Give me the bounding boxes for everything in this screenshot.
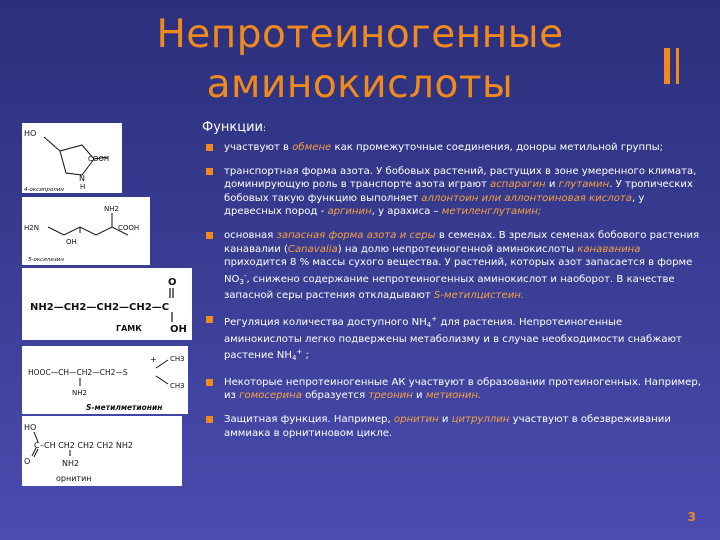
function-text: . У тропических бобовых такую функцию выполняет (224, 179, 693, 204)
smm-chain: HOOC—CH—CH2—CH2—S (28, 368, 128, 377)
hydroxylysine-cooh: COOH (118, 224, 140, 232)
function-text: образуется (301, 390, 369, 402)
hydroxylysine-diagram (22, 197, 150, 265)
functions-list (206, 141, 702, 450)
function-text: транспортная форма азота. У бобовых растений, растущих в зоне умеренного климата, доминирующую роль в транспорте азота играют (224, 165, 697, 191)
page-number: 3 (687, 510, 696, 524)
emphasized-term: орнитин (393, 413, 439, 425)
ornithine-nh2: NH2 (62, 459, 80, 468)
emphasized-term: треонин (368, 390, 413, 402)
smm-ch3-top: CH3 (170, 355, 185, 363)
ornithine-diagram (22, 416, 182, 486)
decorative-bar-thin (676, 48, 679, 84)
gaba-formula: NH2—CH2—CH2—CH2—C (30, 302, 170, 313)
structure-ornithine (22, 416, 182, 486)
function-text: для растения. Непротеиногенные аминокислоты легко подвержены метаболизму и в случае необходимости снабжают растение NH (224, 316, 682, 362)
emphasized-term: канаванина (577, 243, 641, 255)
hydroxylysine-oh: OH (66, 238, 77, 246)
gaba-caption: ГАМК (116, 324, 142, 333)
function-item (206, 413, 702, 440)
emphasized-term: аллонтоин или аллонтоиновая кислота (421, 192, 632, 204)
emphasized-term: аспарагин (490, 179, 546, 191)
emphasized-term: гомосерина (239, 390, 302, 402)
emphasized-term: цитруллин (451, 413, 510, 425)
ornithine-o: O (24, 457, 31, 466)
function-text: 3 (239, 277, 244, 286)
emphasized-term: запасная форма азота и серы (276, 229, 436, 241)
function-text: , у арахиса – (371, 206, 442, 218)
function-item (206, 165, 702, 219)
hydroxylysine-h2n: H2N (24, 224, 39, 232)
function-text: + (296, 348, 303, 357)
emphasized-term: глутамин (558, 179, 610, 191)
function-text: в семенах. В зрелых семенах бобового растения канавалии ( (224, 229, 700, 255)
smm-plus: + (150, 355, 157, 364)
function-text: ) на долю непротеиногенной аминокислоты (337, 243, 578, 255)
gaba-diagram (22, 268, 192, 340)
ornithine-caption: орнитин (56, 474, 92, 483)
function-item (206, 376, 702, 403)
gaba-o: O (168, 277, 177, 288)
function-text: Некоторые непротеиногенные АК участвуют в образовании протеиногенных. Например, из (224, 376, 701, 402)
ornithine-chain: –CH CH2 CH2 CH2 NH2 (40, 441, 133, 450)
hydroxylysine-nh2-top: NH2 (104, 205, 119, 213)
structure-hydroxyproline (22, 123, 122, 193)
structure-gaba (22, 268, 192, 340)
bullet-square-icon (206, 168, 213, 175)
structure-s-methylmethionine (22, 346, 188, 414)
bullet-square-icon (206, 416, 213, 423)
hydroxyproline-n: N (79, 174, 85, 183)
hydroxyproline-caption: 4-оксипролин (24, 187, 64, 193)
function-text: , у древесных пород - (224, 192, 645, 218)
function-item (206, 141, 702, 155)
gaba-oh: OH (170, 324, 187, 335)
smm-caption: S-метилметионин (86, 403, 163, 412)
emphasized-term: метионин. (425, 390, 482, 402)
function-text: Регуляция количества доступного NH (224, 316, 427, 328)
ornithine-c: C (34, 441, 40, 450)
hydroxyproline-diagram (22, 123, 122, 193)
emphasized-term: S-метилцистеин. (433, 290, 525, 302)
hydroxylysine-caption: 5-оксилизин (28, 257, 64, 263)
emphasized-term: обмене (292, 142, 332, 153)
function-text: приходится 8 % массы сухого вещества. У растений, которых азот запасается в форме NO (224, 257, 693, 285)
section-heading (202, 120, 266, 135)
bullet-square-icon (206, 232, 213, 239)
section-heading-colon: : (262, 124, 267, 134)
emphasized-term: Canavalia (287, 243, 338, 255)
function-text: , снижено содержание непротеиногенных аминокислот и наоборот. В качестве запасной серы растения откладывают (224, 273, 675, 302)
function-text: участвуют в (224, 142, 293, 153)
function-text: как промежуточные соединения, доноры метильной группы; (331, 142, 664, 153)
function-text: 4 (426, 320, 432, 329)
hydroxyproline-h: H (80, 183, 86, 191)
bullet-square-icon (206, 144, 213, 151)
title-line-1: Непротеиногенные (156, 12, 564, 57)
hydroxyproline-ho: HO (24, 129, 37, 138)
function-text: Защитная функция. Например, (224, 413, 394, 425)
ornithine-ho: HO (24, 423, 37, 432)
function-text: основная (224, 229, 277, 241)
hydroxyproline-cooh: COOH (88, 155, 110, 163)
title-line-2: аминокислоты (206, 62, 514, 107)
function-item (206, 313, 702, 366)
bullet-square-icon (206, 316, 213, 323)
smm-ch3-bottom: CH3 (170, 382, 185, 390)
function-text: и (545, 179, 559, 191)
function-text: 4 (291, 354, 297, 363)
structure-hydroxylysine (22, 197, 150, 265)
function-item (206, 229, 702, 303)
smm-nh2: NH2 (72, 389, 87, 397)
function-text: и (438, 413, 452, 425)
function-text: участвуют в обезвреживании аммиака в орнитиновом цикле. (224, 413, 671, 439)
bullet-square-icon (206, 379, 213, 386)
function-text: ; (302, 350, 309, 362)
function-text: - (243, 271, 247, 280)
section-heading-text: Функции (202, 120, 263, 135)
slide-title (130, 10, 590, 110)
decorative-bar-thick (664, 48, 670, 84)
emphasized-term: метиленглутамин; (441, 206, 542, 218)
emphasized-term: аргинин (327, 206, 372, 218)
s-methylmethionine-diagram (22, 346, 188, 414)
function-text: и (412, 390, 426, 402)
function-text: + (431, 314, 438, 323)
